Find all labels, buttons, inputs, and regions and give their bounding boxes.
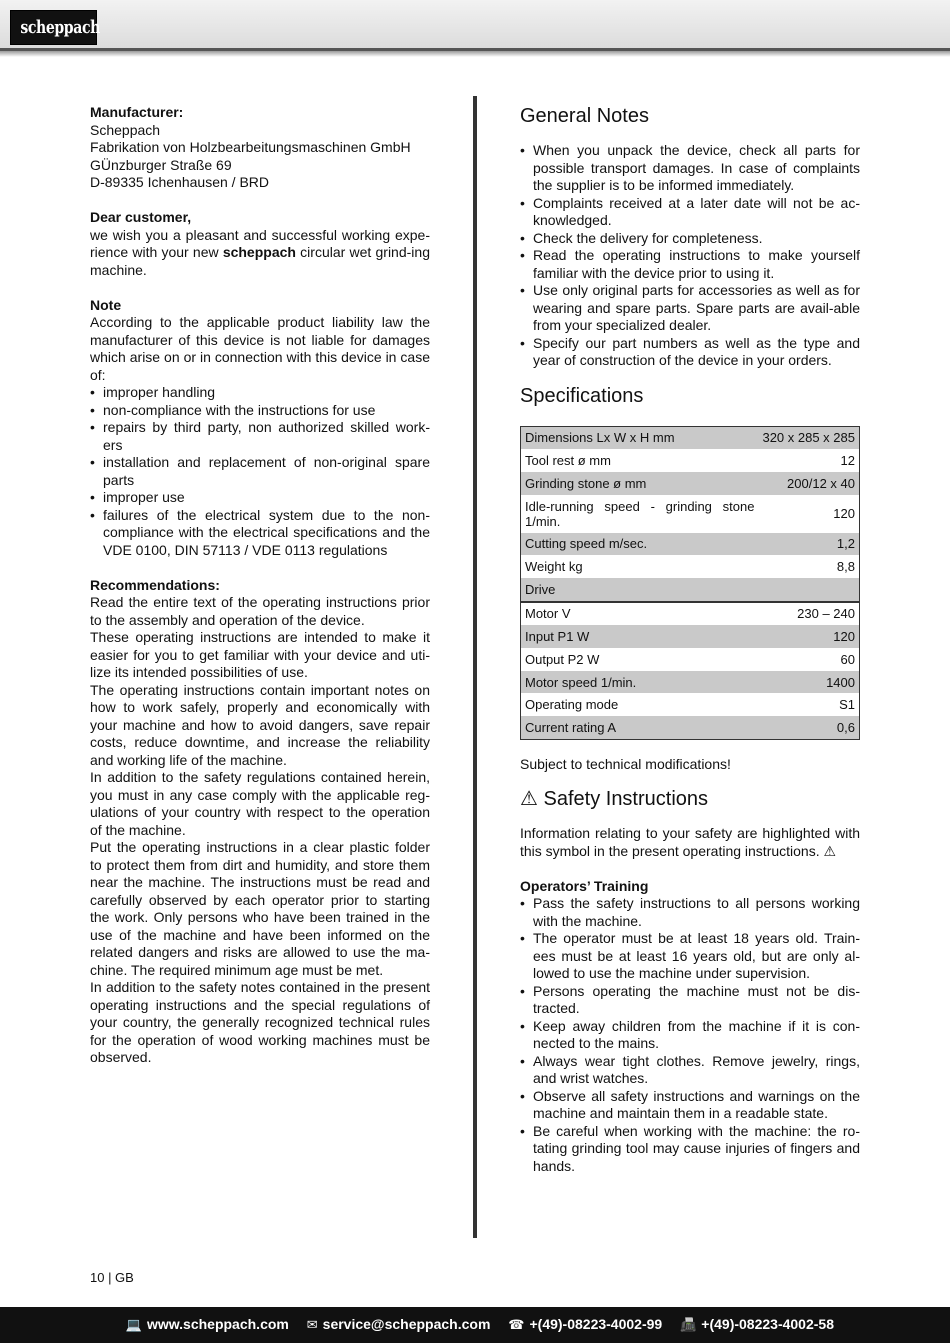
footer-fax[interactable]: 📠 +(49)-08223-4002-58	[680, 1316, 834, 1332]
safety-intro-text: Information relating to your safety are highlighted with this symbol in the present operating instructions. ⚠	[520, 825, 860, 859]
manufacturer-label: Manufacturer:	[90, 104, 184, 120]
table-row: Drive	[521, 578, 860, 602]
operators-training-label: Operators’ Training	[520, 877, 649, 894]
list-item: • improper handling	[90, 384, 430, 402]
manufacturer-line: GÜnzburger Straße 69	[90, 156, 232, 173]
fax-icon: 📠	[680, 1317, 697, 1332]
phone-icon: ☎	[508, 1317, 525, 1332]
recommendations-label: Recommendations:	[90, 576, 220, 593]
list-item: • non-compliance with the instructions for use	[90, 402, 430, 420]
footer-email[interactable]: ✉ service@scheppach.com	[306, 1316, 491, 1332]
dear-customer-text: we wish you a pleasant and successful working expe-rience with your new scheppach circular wet grind-ing machine.	[90, 226, 430, 278]
manufacturer-line: D-89335 Ichenhausen / BRD	[90, 174, 269, 190]
table-row: Idle-running speed - grinding stone 1/min. 120	[521, 495, 860, 533]
note-list	[90, 384, 430, 559]
list-item: • Be careful when working with the machine: the ro-tating grinding tool may cause injuries of fingers and hands.	[520, 1123, 860, 1176]
recommendation-paragraph: Put the operating instructions in a clear plastic folder to protect them from dirt and humidity, and store them near the machine. The instructions must be read and carefully observed by each operator prior to starting the work. Only persons who have been trained in the use of the machine and have been informed on the related dangers and risks are allowed to use the ma-chine. The required minimum age must be met.	[90, 839, 430, 978]
table-row: Motor V 230 – 240	[521, 602, 860, 626]
list-item: • Check the delivery for completeness.	[520, 230, 860, 248]
recommendation-paragraph: Read the entire text of the operating instructions prior to the assembly and operation of the device.	[90, 594, 430, 628]
operators-training-list	[520, 895, 860, 1175]
specifications-heading: Specifications	[520, 384, 644, 407]
list-item: • Complaints received at a later date will not be ac-knowledged.	[520, 195, 860, 230]
table-row: Dimensions Lx W x H mm 320 x 285 x 285	[521, 426, 860, 449]
list-item: • Keep away children from the machine if it is con-nected to the mains.	[520, 1018, 860, 1053]
list-item: • improper use	[90, 489, 430, 507]
list-item: • Read the operating instructions to make yourself familiar with the device prior to using it.	[520, 247, 860, 282]
note-text: According to the applicable product liability law the manufacturer of this device is not liable for damages which arise on or in connection with this device in case of:	[90, 314, 430, 383]
list-item: • installation and replacement of non-original spare parts	[90, 454, 430, 489]
column-divider	[473, 96, 477, 1238]
table-row: Operating mode S1	[521, 693, 860, 716]
list-item: • Observe all safety instructions and warnings on the machine and maintain them in a readable state.	[520, 1088, 860, 1123]
manufacturer-line: Scheppach	[90, 121, 161, 138]
recommendation-paragraph: The operating instructions contain important notes on how to work safely, properly and economically with your machine and how to avoid dangers, save repair costs, reduce downtime, and increase the reliability and working life of the machine.	[90, 681, 430, 768]
table-row: Motor speed 1/min. 1400	[521, 671, 860, 694]
footer-website[interactable]: 💻 www.scheppach.com	[125, 1316, 289, 1332]
recommendation-paragraph: In addition to the safety notes contained in the present operating instructions and the special regulations of your country, the generally recognized technical rules for the operation of wood working machines must be observed.	[90, 979, 430, 1065]
specifications-table	[520, 426, 860, 740]
note-label: Note	[90, 296, 122, 313]
list-item: • Always wear tight clothes. Remove jewelry, rings, and wrist watches.	[520, 1053, 860, 1088]
list-item: • repairs by third party, non authorized skilled work-ers	[90, 419, 430, 454]
page-number: 10 | GB	[90, 1270, 134, 1285]
list-item: • Persons operating the machine must not be dis-tracted.	[520, 983, 860, 1018]
list-item: • The operator must be at least 18 years old. Train-ees must be at least 16 years old, but are only al-lowed to use the machine under supervision.	[520, 930, 860, 983]
table-row: Tool rest ø mm 12	[521, 449, 860, 472]
left-column	[90, 104, 430, 1067]
recommendation-paragraph: In addition to the safety regulations contained herein, you must in any case comply with the applicable reg-ulations of your country with respect to the operation of the machine.	[90, 769, 430, 838]
general-notes-list	[520, 142, 860, 370]
right-column	[520, 104, 860, 1175]
general-notes-heading: General Notes	[520, 105, 649, 127]
warning-triangle-icon: ⚠	[520, 788, 538, 811]
list-item: • Use only original parts for accessories as well as for wearing and spare parts. Spare parts are avail-able from your specialized dealer.	[520, 282, 860, 335]
manufacturer-line: Fabrikation von Holzbearbeitungsmaschinen GmbH	[90, 139, 411, 155]
warning-triangle-icon: ⚠	[823, 842, 837, 859]
subject-to-modifications: Subject to technical modifications!	[520, 755, 731, 772]
computer-icon: 💻	[125, 1317, 142, 1332]
table-row: Weight kg 8,8	[521, 555, 860, 578]
list-item: • Specify our part numbers as well as the type and year of construction of the device in your orders.	[520, 335, 860, 370]
table-row: Input P1 W 120	[521, 625, 860, 648]
header-shadow	[0, 51, 950, 57]
brand-name: scheppach	[222, 244, 296, 260]
scheppach-logo: scheppach	[10, 10, 97, 45]
list-item: • failures of the electrical system due to the non-compliance with the electrical specifications and the VDE 0100, DIN 57113 / VDE 0113 regulations	[90, 507, 430, 560]
page-header	[0, 0, 950, 51]
table-row: Current rating A 0,6	[521, 716, 860, 739]
recommendation-paragraph: These operating instructions are intended to make it easier for you to get familiar with your device and uti-lize its intended possibilities of use.	[90, 629, 430, 680]
table-row: Grinding stone ø mm 200/12 x 40	[521, 472, 860, 495]
table-row: Cutting speed m/sec. 1,2	[521, 533, 860, 556]
list-item: • When you unpack the device, check all parts for possible transport damages. In case of complaints the supplier is to be informed immediately.	[520, 142, 860, 195]
list-item: • Pass the safety instructions to all persons working with the machine.	[520, 895, 860, 930]
safety-instructions-heading: ⚠ Safety Instructions	[520, 788, 709, 811]
envelope-icon: ✉	[306, 1317, 318, 1332]
page-footer	[0, 1307, 950, 1343]
table-row: Output P2 W 60	[521, 648, 860, 671]
footer-phone[interactable]: ☎ +(49)-08223-4002-99	[508, 1316, 663, 1332]
dear-customer-label: Dear customer,	[90, 209, 192, 225]
